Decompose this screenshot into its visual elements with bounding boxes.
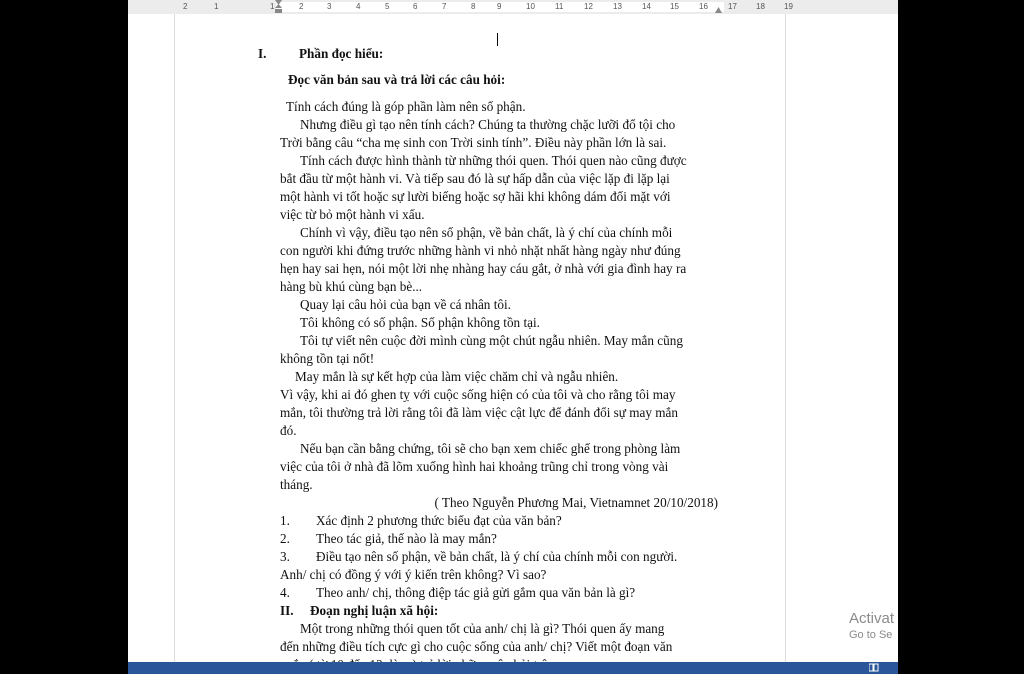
question-item: 3. Điều tạo nên số phận, về bản chất, là ý chí của chính mỗi con người. [280,549,678,564]
passage-line: bắt đầu từ một hành vi. Và tiếp sau đó là sự hấp dẫn của việc lặp đi lặp lại [280,171,670,186]
passage-line: việc từ bỏ một hành vi xấu. [280,207,425,222]
ruler-tick: 11 [555,2,564,11]
right-indent-marker-icon[interactable] [715,0,722,13]
ruler-tick: 13 [613,2,622,11]
indent-marker-icon[interactable] [275,0,282,13]
question-item: 1. Xác định 2 phương thức biểu đạt của văn bản? [280,513,562,528]
status-bar [128,662,898,674]
question-continuation: Anh/ chị có đồng ý với ý kiến trên không? Vì sao? [280,567,547,582]
horizontal-ruler[interactable] [128,0,898,14]
question-item: 4. Theo anh/ chị, thông điệp tác giả gửi gắm qua văn bản là gì? [280,585,636,600]
ruler-tick: 19 [784,2,793,11]
ruler-tick: 1 [214,2,219,11]
passage-line: việc của tôi ở nhà đã lõm xuống hình hai khoảng trũng chỉ trong vòng vài [280,459,669,474]
ruler-tick: 5 [385,2,390,11]
reading-instruction: Đọc văn bản sau và trả lời các câu hỏi: [288,72,506,87]
ruler-tick: 3 [327,2,332,11]
ruler-tick: 2 [299,2,304,11]
passage-line: con người khi đứng trước những hành vi nhỏ nhặt nhất hàng ngày như đúng [280,243,681,258]
passage-line: Trời bằng câu “cha mẹ sinh con Trời sinh tính”. Điều này phần lớn là sai. [280,135,667,150]
passage-line: hẹn hay sai hẹn, nói một lời nhẹ nhàng hay cáu gắt, ở nhà với gia đình hay ra [280,261,687,276]
passage-line: tháng. [280,477,313,492]
passage-line: không tồn tại nốt! [280,351,375,366]
passage-line: Tôi không có số phận. Số phận không tồn tại. [300,315,540,330]
ruler-tick: 2 [183,2,188,11]
section-heading-1: I. Phần đọc hiểu: [258,46,384,61]
ruler-tick: 6 [413,2,418,11]
ruler-tick: 17 [728,2,737,11]
ruler-tick: 4 [356,2,361,11]
passage-line: đó. [280,423,297,438]
passage-line: mắn, tôi thường trả lời rằng tôi đã làm việc cật lực để đánh đổi sự may mắn [280,405,678,420]
ruler-tick: 16 [699,2,708,11]
essay-prompt-line: Một trong những thói quen tốt của anh/ chị là gì? Thói quen ấy mang [300,621,665,636]
ruler-tick: 7 [442,2,447,11]
ruler-tick: 9 [497,2,502,11]
passage-line: Vì vậy, khi ai đó ghen tỵ với cuộc sống hiện có của tôi và cho rằng tôi may [280,387,676,402]
passage-line: một hành vi tốt hoặc sự lười biếng hoặc sợ hãi khi không dám đối mặt với [280,189,671,204]
question-item: 2. Theo tác giả, thế nào là may mắn? [280,531,497,546]
ruler-tick: 15 [670,2,679,11]
source-citation: ( Theo Nguyễn Phương Mai, Vietnamnet 20/10/2018) [434,495,718,510]
section-heading-2: II. Đoạn nghị luận xã hội: [280,603,439,618]
passage-line: May mắn là sự kết hợp của làm việc chăm chỉ và ngẫu nhiên. [295,369,619,384]
ruler-tick: 14 [642,2,651,11]
watermark-line: Go to Se [849,629,893,641]
passage-line: Quay lại câu hỏi của bạn về cá nhân tôi. [300,297,511,312]
passage-line: hàng bù khú cùng bạn bè... [280,279,423,294]
ruler-tick: 10 [526,2,535,11]
passage-line: Tôi tự viết nên cuộc đời mình cùng một chút ngẫu nhiên. May mắn cũng [300,333,683,348]
passage-line: Nếu bạn cần bằng chứng, tôi sẽ cho bạn xem chiếc ghế trong phòng làm [300,441,681,456]
ruler-tick: 18 [756,2,765,11]
passage-line: Chính vì vậy, điều tạo nên số phận, về bản chất, là ý chí của chính mỗi [300,225,673,240]
watermark-line: Activat [849,610,895,627]
ruler-tick: 12 [584,2,593,11]
ruler-tick: 8 [471,2,476,11]
document-body[interactable] [258,45,728,674]
passage-line: Nhưng điều gì tạo nên tính cách? Chúng ta thường chặc lưỡi đổ tội cho [300,117,676,132]
essay-prompt-line: đến những điều tích cực gì cho cuộc sống của anh/ chị? Viết một đoạn văn [280,639,673,654]
tray-icon[interactable] [869,663,879,674]
windows-activation-watermark [849,610,894,641]
passage-line: Tính cách được hình thành từ những thói quen. Thói quen nào cũng được [300,153,687,168]
ruler-tick: 1 [270,2,275,11]
passage-line: Tính cách đúng là góp phần làm nên số phận. [286,99,526,114]
